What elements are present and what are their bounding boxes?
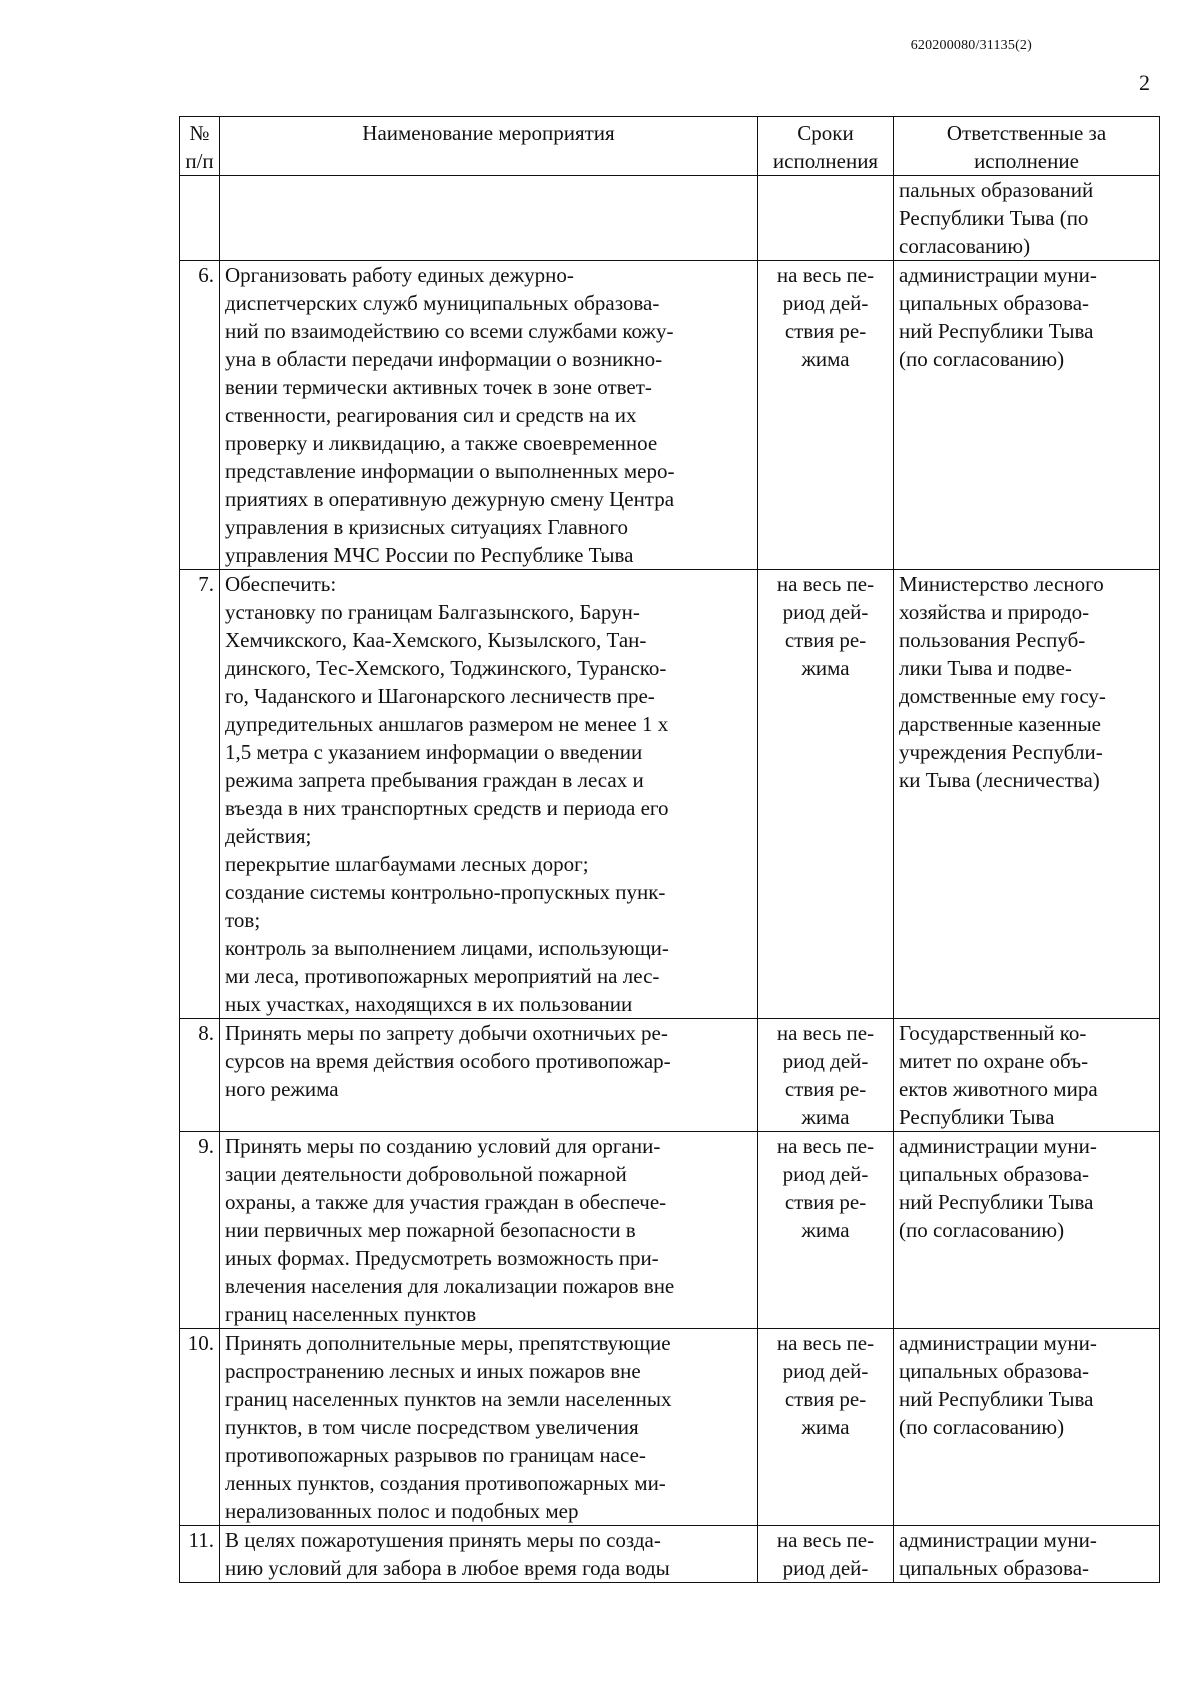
row-responsible: администрации муни- ципальных образова- ний Республики Тыва (по согласованию) xyxy=(894,261,1160,570)
table-row xyxy=(180,176,1160,261)
row-responsible: Государственный ко- митет по охране объ- ектов животного мира Республики Тыва xyxy=(894,1019,1160,1132)
row-number: 7. xyxy=(180,570,220,1019)
row-number: 11. xyxy=(180,1526,220,1583)
table-row xyxy=(180,1019,1160,1132)
row-term: на весь пе- риод дей- ствия ре- жима xyxy=(758,1019,894,1132)
table-row xyxy=(180,1132,1160,1329)
row-number: 9. xyxy=(180,1132,220,1329)
document-id: 620200080/31135(2) xyxy=(910,38,1032,53)
page-number: 2 xyxy=(1139,70,1150,95)
row-responsible: администрации муни- ципальных образова- xyxy=(894,1526,1160,1583)
row-measure-name: В целях пожаротушения принять меры по созда- нию условий для забора в любое время года воды xyxy=(220,1526,758,1583)
row-measure-name xyxy=(220,176,758,261)
table-row xyxy=(180,1329,1160,1526)
row-responsible: администрации муни- ципальных образова- ний Республики Тыва (по согласованию) xyxy=(894,1329,1160,1526)
row-number: 10. xyxy=(180,1329,220,1526)
column-header-term: Сроки исполнения xyxy=(758,117,894,176)
table-row xyxy=(180,1526,1160,1583)
column-header-number: № п/п xyxy=(180,117,220,176)
header-row xyxy=(180,117,1160,176)
row-number: 8. xyxy=(180,1019,220,1132)
row-term: на весь пе- риод дей- ствия ре- жима xyxy=(758,261,894,570)
row-number xyxy=(180,176,220,261)
row-measure-name: Принять дополнительные меры, препятствующие распространению лесных и иных пожаров вне границ населенных пунктов на земли населенных пунктов, в том числе посредством увеличения противопожарных разрывов по границам насе- ленных пунктов, создания противопожарных ми- нерализованных полос и подобных мер xyxy=(220,1329,758,1526)
row-measure-name: Обеспечить: установку по границам Балгазынского, Барун- Хемчикского, Каа-Хемского, Кызылского, Тан- динского, Тес-Хемского, Тоджинского, Туранско- го, Чаданского и Шагонарского лесничеств пре- дупредительных аншлагов размером не менее 1 х 1,5 метра с указанием информации о введении режима запрета пребывания граждан в лесах и въезда в них транспортных средств и периода его действия; перекрытие шлагбаумами лесных дорог; создание системы контрольно-пропускных пунк- тов; контроль за выполнением лицами, использующи- ми леса, противопожарных мероприятий на лес- ных участках, находящихся в их пользовании xyxy=(220,570,758,1019)
row-term: на весь пе- риод дей- xyxy=(758,1526,894,1583)
row-term: на весь пе- риод дей- ствия ре- жима xyxy=(758,1132,894,1329)
row-measure-name: Принять меры по созданию условий для органи- зации деятельности добровольной пожарной охраны, а также для участия граждан в обеспече- нии первичных мер пожарной безопасности в иных формах. Предусмотреть возможность при- влечения населения для локализации пожаров вне границ населенных пунктов xyxy=(220,1132,758,1329)
table-body xyxy=(180,176,1160,1583)
row-measure-name: Принять меры по запрету добычи охотничьих ре- сурсов на время действия особого противопожар- ного режима xyxy=(220,1019,758,1132)
table-row xyxy=(180,261,1160,570)
row-number: 6. xyxy=(180,261,220,570)
row-measure-name: Организовать работу единых дежурно- диспетчерских служб муниципальных образова- ний по взаимодействию со всеми службами кожу- уна в области передачи информации о возникно- вении термически активных точек в зоне ответ- ственности, реагирования сил и средств на их проверку и ликвидацию, а также своевременное представление информации о выполненных меро- приятиях в оперативную дежурную смену Центра управления в кризисных ситуациях Главного управления МЧС России по Республике Тыва xyxy=(220,261,758,570)
row-responsible: администрации муни- ципальных образова- ний Республики Тыва (по согласованию) xyxy=(894,1132,1160,1329)
column-header-responsible: Ответственные за исполнение xyxy=(894,117,1160,176)
row-responsible: пальных образований Республики Тыва (по согласованию) xyxy=(894,176,1160,261)
measures-table xyxy=(179,116,1160,1583)
row-term xyxy=(758,176,894,261)
row-responsible: Министерство лесного хозяйства и природо- пользования Респуб- лики Тыва и подве- домственные ему госу- дарственные казенные учреждения Республи- ки Тыва (лесничества) xyxy=(894,570,1160,1019)
column-header-name: Наименование мероприятия xyxy=(220,117,758,176)
table-row xyxy=(180,570,1160,1019)
row-term: на весь пе- риод дей- ствия ре- жима xyxy=(758,1329,894,1526)
table-header xyxy=(180,117,1160,176)
row-term: на весь пе- риод дей- ствия ре- жима xyxy=(758,570,894,1019)
